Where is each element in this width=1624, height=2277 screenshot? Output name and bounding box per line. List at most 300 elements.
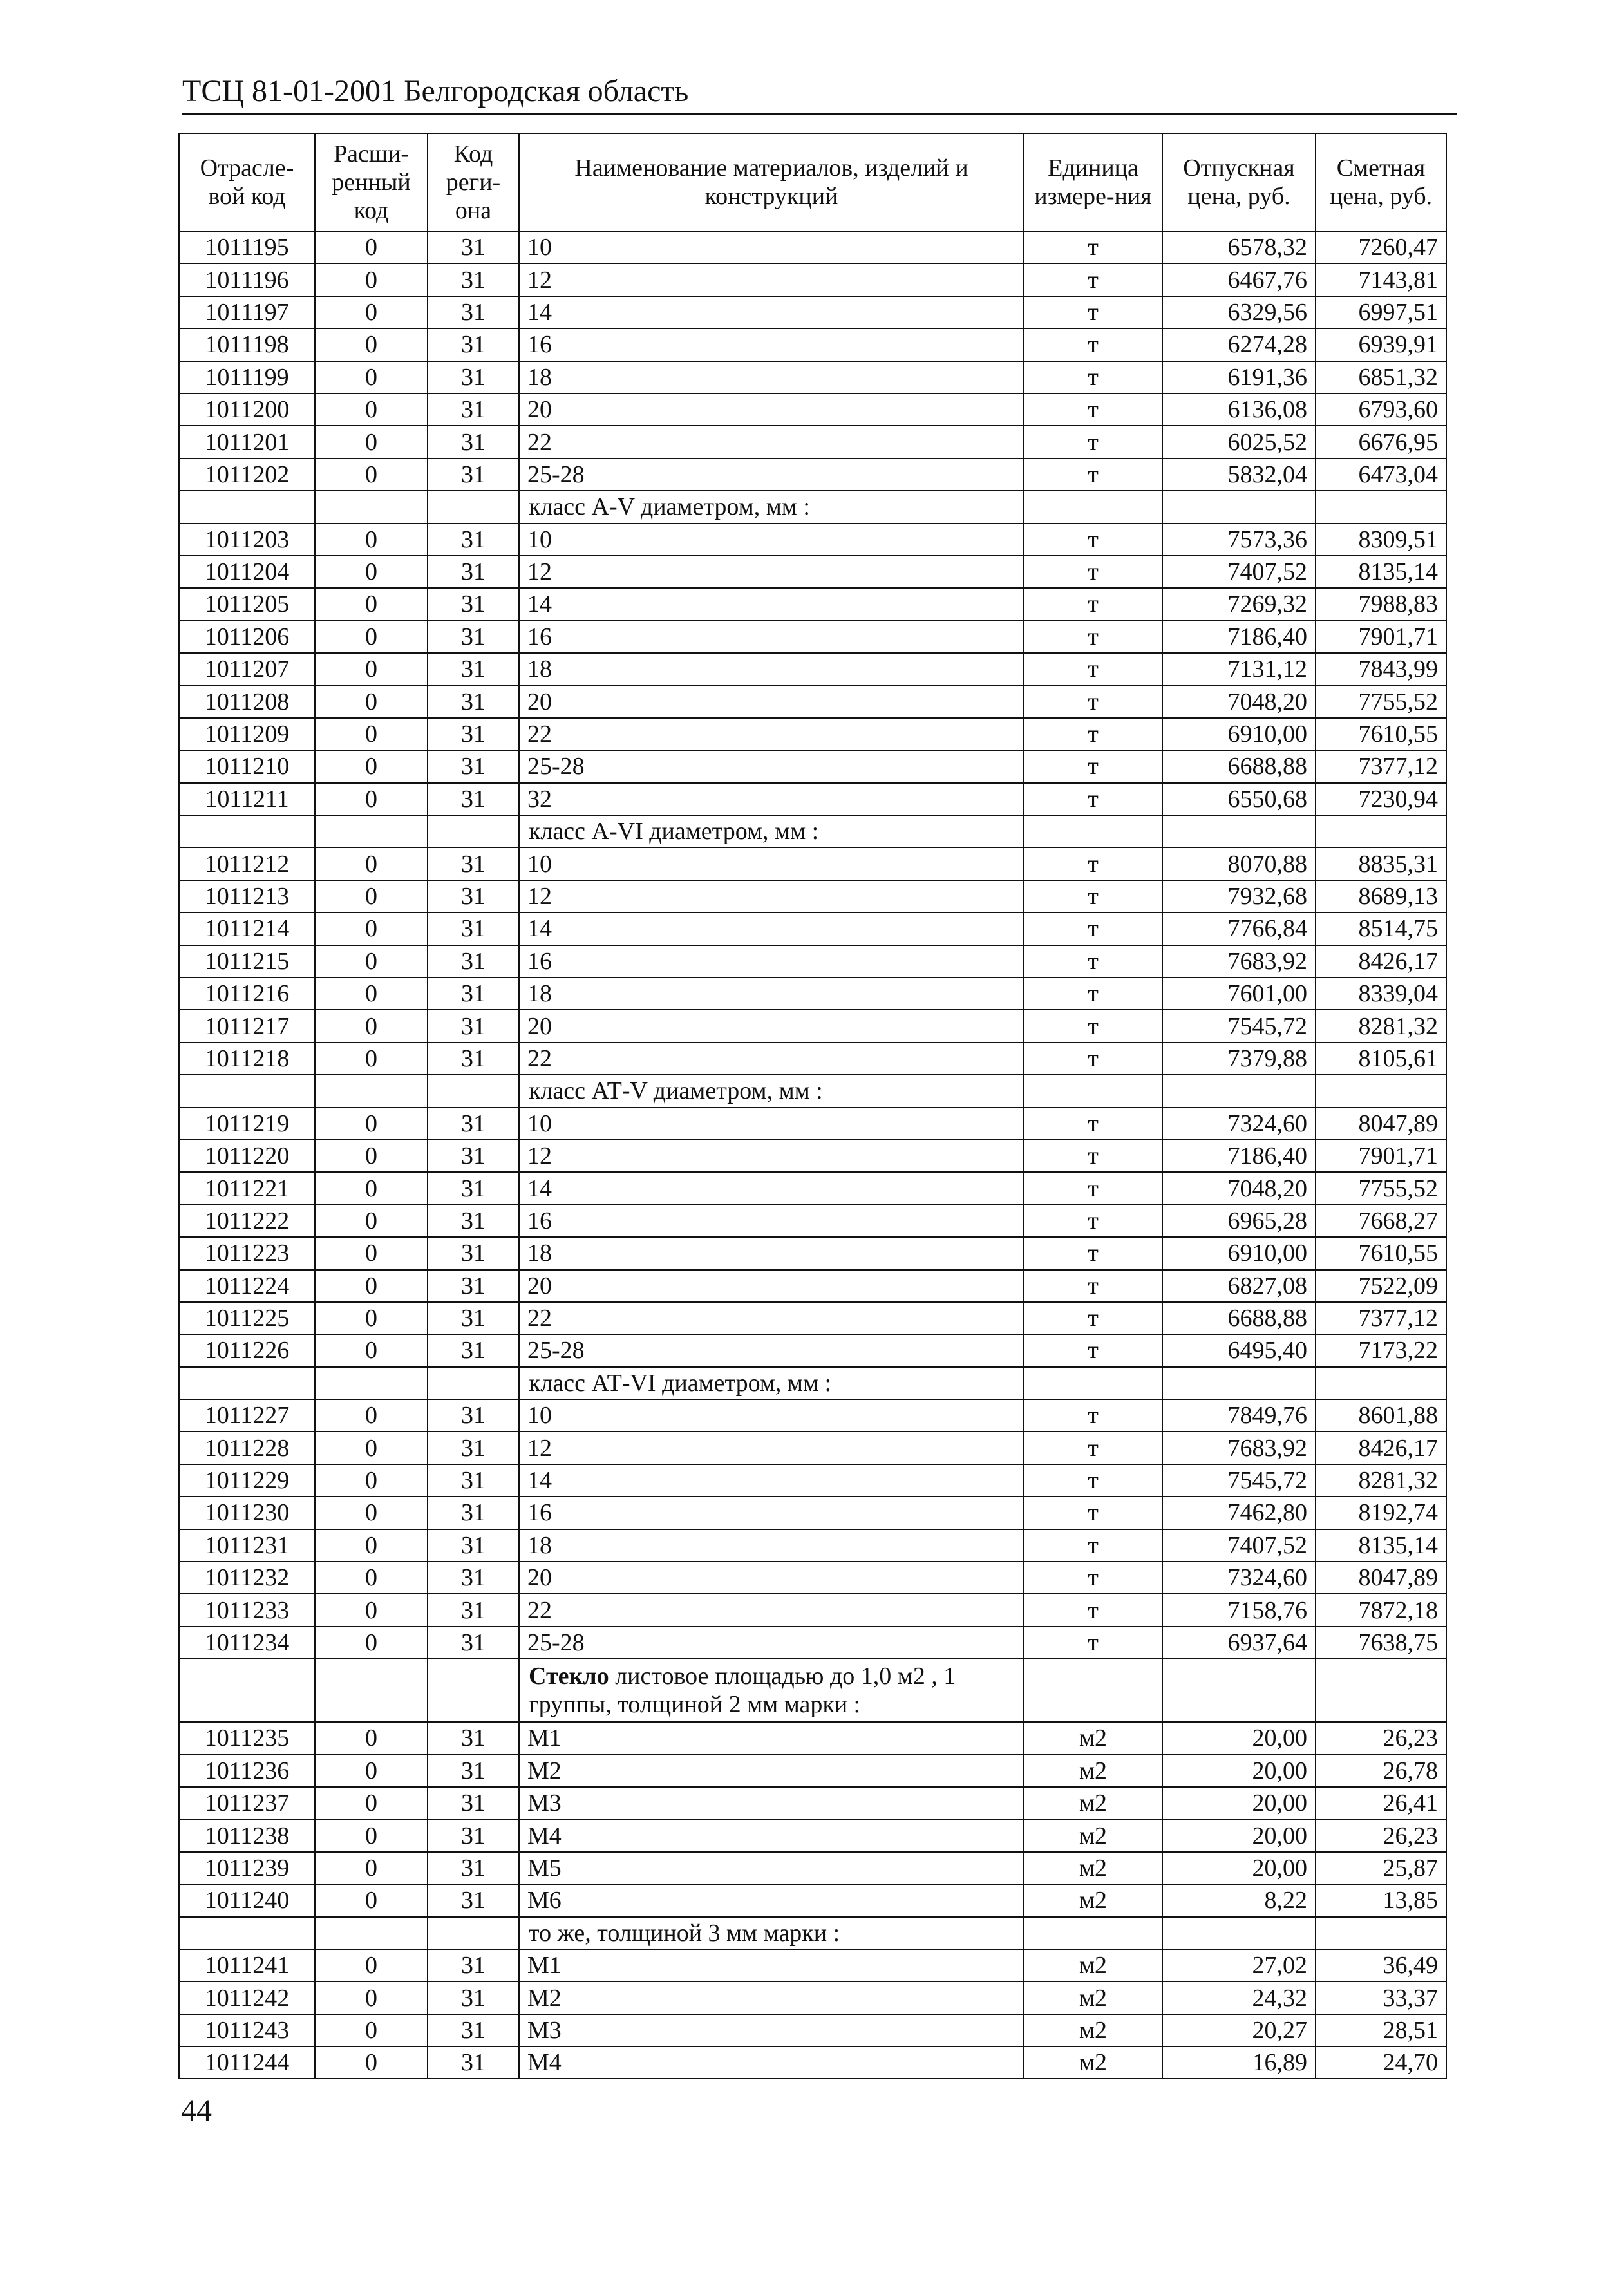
cell-region: 31: [428, 231, 519, 263]
cell-name: 20: [519, 685, 1024, 717]
cell-region: 31: [428, 718, 519, 750]
empty-cell: [1162, 491, 1316, 523]
cell-unit: м2: [1024, 2014, 1162, 2046]
cell-ext: 0: [315, 1722, 428, 1754]
cell-name: 14: [519, 1464, 1024, 1497]
cell-name: 22: [519, 1594, 1024, 1626]
cell-estimate: 8135,14: [1316, 1529, 1446, 1562]
cell-code: 1011227: [179, 1399, 315, 1431]
cell-estimate: 8426,17: [1316, 945, 1446, 978]
table-row: [179, 685, 1446, 717]
cell-region: 31: [428, 1464, 519, 1497]
cell-name: М4: [519, 1819, 1024, 1851]
cell-unit: т: [1024, 1464, 1162, 1497]
cell-code: 1011220: [179, 1140, 315, 1172]
cell-unit: м2: [1024, 2046, 1162, 2079]
cell-code: 1011202: [179, 458, 315, 491]
table-row: [179, 1237, 1446, 1269]
cell-unit: т: [1024, 1010, 1162, 1042]
cell-unit: т: [1024, 1594, 1162, 1626]
cell-price: 7048,20: [1162, 1172, 1316, 1204]
cell-estimate: 7143,81: [1316, 263, 1446, 296]
cell-code: 1011230: [179, 1497, 315, 1529]
cell-code: 1011232: [179, 1562, 315, 1594]
cell-estimate: 7988,83: [1316, 588, 1446, 620]
cell-ext: 0: [315, 1172, 428, 1204]
cell-ext: 0: [315, 458, 428, 491]
cell-name: М6: [519, 1884, 1024, 1916]
cell-code: 1011214: [179, 912, 315, 945]
cell-region: 31: [428, 1819, 519, 1851]
cell-ext: 0: [315, 750, 428, 782]
cell-ext: 0: [315, 2014, 428, 2046]
cell-region: 31: [428, 1755, 519, 1787]
col-header-code: Отрасле-вой код: [179, 133, 315, 231]
cell-region: 31: [428, 1722, 519, 1754]
cell-unit: м2: [1024, 1981, 1162, 2014]
cell-ext: 0: [315, 912, 428, 945]
cell-region: 31: [428, 556, 519, 588]
cell-region: 31: [428, 1399, 519, 1431]
cell-price: 7766,84: [1162, 912, 1316, 945]
table-row: [179, 653, 1446, 685]
cell-code: 1011223: [179, 1237, 315, 1269]
cell-unit: т: [1024, 1627, 1162, 1659]
cell-code: 1011213: [179, 880, 315, 912]
cell-ext: 0: [315, 231, 428, 263]
cell-region: 31: [428, 1529, 519, 1562]
empty-cell: [315, 491, 428, 523]
empty-cell: [315, 1075, 428, 1107]
cell-price: 7407,52: [1162, 556, 1316, 588]
cell-name: 25-28: [519, 458, 1024, 491]
cell-unit: т: [1024, 945, 1162, 978]
cell-region: 31: [428, 458, 519, 491]
cell-region: 31: [428, 1562, 519, 1594]
cell-unit: т: [1024, 1529, 1162, 1562]
cell-estimate: 7230,94: [1316, 783, 1446, 815]
cell-ext: 0: [315, 1852, 428, 1884]
cell-ext: 0: [315, 945, 428, 978]
cell-estimate: 7522,09: [1316, 1270, 1446, 1302]
empty-cell: [1162, 1659, 1316, 1722]
cell-code: 1011239: [179, 1852, 315, 1884]
cell-ext: 0: [315, 1981, 428, 2014]
cell-estimate: 7872,18: [1316, 1594, 1446, 1626]
cell-ext: 0: [315, 1140, 428, 1172]
table-row: [179, 361, 1446, 393]
table-row: [179, 524, 1446, 556]
cell-ext: 0: [315, 1270, 428, 1302]
cell-code: 1011216: [179, 978, 315, 1010]
cell-name: 10: [519, 847, 1024, 880]
cell-unit: т: [1024, 458, 1162, 491]
cell-region: 31: [428, 621, 519, 653]
cell-unit: т: [1024, 1172, 1162, 1204]
table-row: [179, 1108, 1446, 1140]
table-row: [179, 296, 1446, 328]
cell-name: 16: [519, 621, 1024, 653]
cell-price: 7407,52: [1162, 1529, 1316, 1562]
cell-price: 7048,20: [1162, 685, 1316, 717]
cell-name: 22: [519, 426, 1024, 458]
cell-unit: т: [1024, 1205, 1162, 1237]
cell-estimate: 26,78: [1316, 1755, 1446, 1787]
cell-unit: м2: [1024, 1787, 1162, 1819]
cell-ext: 0: [315, 426, 428, 458]
group-header-row: [179, 1917, 1446, 1949]
cell-region: 31: [428, 1787, 519, 1819]
cell-name: М2: [519, 1755, 1024, 1787]
empty-cell: [1162, 815, 1316, 847]
empty-cell: [179, 1917, 315, 1949]
table-row: [179, 1270, 1446, 1302]
group-title: то же, толщиной 3 мм марки :: [519, 1917, 1024, 1949]
cell-price: 6937,64: [1162, 1627, 1316, 1659]
col-header-name: Наименование материалов, изделий и конструкций: [519, 133, 1024, 231]
table-row: [179, 1010, 1446, 1042]
cell-name: 14: [519, 296, 1024, 328]
cell-code: 1011243: [179, 2014, 315, 2046]
col-header-estimate: Сметная цена, руб.: [1316, 133, 1446, 231]
cell-region: 31: [428, 1431, 519, 1464]
table-row: [179, 1497, 1446, 1529]
empty-cell: [1162, 1367, 1316, 1399]
cell-price: 7849,76: [1162, 1399, 1316, 1431]
cell-region: 31: [428, 1949, 519, 1981]
group-header-row: [179, 1367, 1446, 1399]
cell-name: 20: [519, 1270, 1024, 1302]
empty-cell: [428, 1367, 519, 1399]
cell-price: 8070,88: [1162, 847, 1316, 880]
empty-cell: [1316, 1367, 1446, 1399]
cell-price: 7131,12: [1162, 653, 1316, 685]
cell-name: 12: [519, 263, 1024, 296]
cell-ext: 0: [315, 1431, 428, 1464]
cell-estimate: 26,41: [1316, 1787, 1446, 1819]
cell-unit: т: [1024, 1237, 1162, 1269]
cell-unit: т: [1024, 1043, 1162, 1075]
cell-estimate: 7260,47: [1316, 231, 1446, 263]
table-body: [179, 231, 1446, 2079]
cell-name: 16: [519, 328, 1024, 361]
cell-estimate: 6939,91: [1316, 328, 1446, 361]
cell-unit: т: [1024, 880, 1162, 912]
cell-code: 1011241: [179, 1949, 315, 1981]
cell-price: 6827,08: [1162, 1270, 1316, 1302]
cell-unit: т: [1024, 426, 1162, 458]
cell-ext: 0: [315, 1819, 428, 1851]
cell-unit: м2: [1024, 1819, 1162, 1851]
empty-cell: [428, 1075, 519, 1107]
cell-ext: 0: [315, 1205, 428, 1237]
cell-price: 6578,32: [1162, 231, 1316, 263]
cell-ext: 0: [315, 1237, 428, 1269]
cell-ext: 0: [315, 880, 428, 912]
empty-cell: [1024, 1075, 1162, 1107]
col-header-price: Отпускная цена, руб.: [1162, 133, 1316, 231]
cell-code: 1011229: [179, 1464, 315, 1497]
cell-unit: т: [1024, 361, 1162, 393]
cell-region: 31: [428, 1172, 519, 1204]
cell-ext: 0: [315, 1755, 428, 1787]
cell-region: 31: [428, 263, 519, 296]
cell-price: 7932,68: [1162, 880, 1316, 912]
cell-code: 1011218: [179, 1043, 315, 1075]
cell-region: 31: [428, 685, 519, 717]
cell-ext: 0: [315, 263, 428, 296]
cell-price: 16,89: [1162, 2046, 1316, 2079]
cell-name: 12: [519, 1431, 1024, 1464]
cell-estimate: 24,70: [1316, 2046, 1446, 2079]
empty-cell: [179, 1659, 315, 1722]
table-row: [179, 1819, 1446, 1851]
cell-estimate: 8601,88: [1316, 1399, 1446, 1431]
cell-name: 12: [519, 556, 1024, 588]
cell-ext: 0: [315, 524, 428, 556]
col-header-region: Код реги-она: [428, 133, 519, 231]
cell-code: 1011231: [179, 1529, 315, 1562]
table-row: [179, 1302, 1446, 1334]
cell-unit: т: [1024, 1140, 1162, 1172]
cell-ext: 0: [315, 1884, 428, 1916]
group-header-row: [179, 491, 1446, 523]
cell-ext: 0: [315, 1334, 428, 1366]
cell-code: 1011240: [179, 1884, 315, 1916]
group-title: класс АТ-VI диаметром, мм :: [519, 1367, 1024, 1399]
cell-price: 7545,72: [1162, 1464, 1316, 1497]
cell-unit: м2: [1024, 1949, 1162, 1981]
cell-unit: т: [1024, 231, 1162, 263]
cell-estimate: 36,49: [1316, 1949, 1446, 1981]
cell-estimate: 33,37: [1316, 1981, 1446, 2014]
cell-estimate: 28,51: [1316, 2014, 1446, 2046]
cell-estimate: 8426,17: [1316, 1431, 1446, 1464]
cell-name: 22: [519, 718, 1024, 750]
cell-price: 7158,76: [1162, 1594, 1316, 1626]
cell-ext: 0: [315, 783, 428, 815]
cell-estimate: 8281,32: [1316, 1464, 1446, 1497]
cell-code: 1011210: [179, 750, 315, 782]
cell-ext: 0: [315, 1108, 428, 1140]
cell-name: 18: [519, 1237, 1024, 1269]
cell-code: 1011195: [179, 231, 315, 263]
cell-unit: т: [1024, 393, 1162, 426]
table-row: [179, 458, 1446, 491]
cell-ext: 0: [315, 685, 428, 717]
cell-region: 31: [428, 1010, 519, 1042]
table-row: [179, 912, 1446, 945]
cell-estimate: 7755,52: [1316, 1172, 1446, 1204]
cell-name: 10: [519, 231, 1024, 263]
cell-code: 1011225: [179, 1302, 315, 1334]
price-table: [178, 133, 1447, 2079]
group-title-rest: листовое площадью до 1,0 м2 , 1 группы, толщиной 2 мм марки :: [529, 1663, 956, 1719]
cell-estimate: 7377,12: [1316, 750, 1446, 782]
cell-price: 7683,92: [1162, 945, 1316, 978]
cell-name: 25-28: [519, 750, 1024, 782]
table-row: [179, 880, 1446, 912]
cell-region: 31: [428, 1334, 519, 1366]
cell-region: 31: [428, 750, 519, 782]
empty-cell: [179, 1367, 315, 1399]
cell-price: 6136,08: [1162, 393, 1316, 426]
cell-ext: 0: [315, 1043, 428, 1075]
group-title: класс АТ-V диаметром, мм :: [519, 1075, 1024, 1107]
cell-name: 32: [519, 783, 1024, 815]
table-row: [179, 1981, 1446, 2014]
cell-unit: т: [1024, 1270, 1162, 1302]
cell-ext: 0: [315, 296, 428, 328]
cell-price: 6191,36: [1162, 361, 1316, 393]
cell-ext: 0: [315, 328, 428, 361]
cell-price: 20,00: [1162, 1755, 1316, 1787]
cell-estimate: 8339,04: [1316, 978, 1446, 1010]
cell-region: 31: [428, 978, 519, 1010]
table-row: [179, 1140, 1446, 1172]
table-header-row: [179, 133, 1446, 231]
cell-estimate: 8514,75: [1316, 912, 1446, 945]
cell-ext: 0: [315, 1399, 428, 1431]
table-row: [179, 263, 1446, 296]
cell-estimate: 7755,52: [1316, 685, 1446, 717]
empty-cell: [1024, 815, 1162, 847]
cell-price: 6910,00: [1162, 1237, 1316, 1269]
cell-price: 6965,28: [1162, 1205, 1316, 1237]
cell-region: 31: [428, 945, 519, 978]
cell-estimate: 7377,12: [1316, 1302, 1446, 1334]
cell-price: 7601,00: [1162, 978, 1316, 1010]
cell-ext: 0: [315, 621, 428, 653]
cell-code: 1011221: [179, 1172, 315, 1204]
cell-estimate: 7901,71: [1316, 621, 1446, 653]
table-row: [179, 426, 1446, 458]
cell-code: 1011217: [179, 1010, 315, 1042]
cell-code: 1011212: [179, 847, 315, 880]
table-row: [179, 1334, 1446, 1366]
cell-region: 31: [428, 1140, 519, 1172]
empty-cell: [1162, 1075, 1316, 1107]
cell-name: 18: [519, 361, 1024, 393]
cell-unit: м2: [1024, 1755, 1162, 1787]
cell-estimate: 8192,74: [1316, 1497, 1446, 1529]
cell-ext: 0: [315, 1529, 428, 1562]
cell-estimate: 7610,55: [1316, 718, 1446, 750]
cell-code: 1011234: [179, 1627, 315, 1659]
cell-unit: т: [1024, 556, 1162, 588]
cell-name: М5: [519, 1852, 1024, 1884]
cell-price: 7324,60: [1162, 1108, 1316, 1140]
cell-code: 1011208: [179, 685, 315, 717]
group-title: класс А-VI диаметром, мм :: [519, 815, 1024, 847]
cell-ext: 0: [315, 1010, 428, 1042]
cell-name: 10: [519, 524, 1024, 556]
cell-price: 7573,36: [1162, 524, 1316, 556]
table-row: [179, 1431, 1446, 1464]
cell-price: 6025,52: [1162, 426, 1316, 458]
cell-region: 31: [428, 1981, 519, 2014]
cell-code: 1011226: [179, 1334, 315, 1366]
group-header-row: [179, 1659, 1446, 1722]
cell-estimate: 6851,32: [1316, 361, 1446, 393]
cell-ext: 0: [315, 847, 428, 880]
table-header: [179, 133, 1446, 231]
table-row: [179, 556, 1446, 588]
cell-name: 18: [519, 1529, 1024, 1562]
table-row: [179, 847, 1446, 880]
cell-region: 31: [428, 1497, 519, 1529]
cell-ext: 0: [315, 718, 428, 750]
cell-price: 27,02: [1162, 1949, 1316, 1981]
cell-name: 12: [519, 880, 1024, 912]
cell-code: 1011233: [179, 1594, 315, 1626]
cell-unit: т: [1024, 1399, 1162, 1431]
cell-estimate: 6676,95: [1316, 426, 1446, 458]
empty-cell: [1024, 1917, 1162, 1949]
cell-unit: т: [1024, 978, 1162, 1010]
cell-estimate: 7638,75: [1316, 1627, 1446, 1659]
cell-estimate: 7610,55: [1316, 1237, 1446, 1269]
cell-price: 5832,04: [1162, 458, 1316, 491]
header-rule: [182, 113, 1457, 115]
empty-cell: [315, 815, 428, 847]
cell-price: 6495,40: [1162, 1334, 1316, 1366]
cell-region: 31: [428, 1302, 519, 1334]
cell-name: 22: [519, 1302, 1024, 1334]
table-row: [179, 2014, 1446, 2046]
cell-name: М3: [519, 2014, 1024, 2046]
cell-name: 16: [519, 945, 1024, 978]
cell-unit: т: [1024, 1431, 1162, 1464]
page-header: [182, 70, 1457, 115]
cell-price: 6550,68: [1162, 783, 1316, 815]
cell-region: 31: [428, 588, 519, 620]
cell-name: М3: [519, 1787, 1024, 1819]
cell-unit: т: [1024, 1334, 1162, 1366]
cell-ext: 0: [315, 588, 428, 620]
cell-region: 31: [428, 524, 519, 556]
cell-unit: т: [1024, 1497, 1162, 1529]
cell-region: 31: [428, 1270, 519, 1302]
cell-name: 18: [519, 653, 1024, 685]
cell-price: 24,32: [1162, 1981, 1316, 2014]
cell-code: 1011209: [179, 718, 315, 750]
cell-code: 1011215: [179, 945, 315, 978]
cell-unit: т: [1024, 750, 1162, 782]
cell-region: 31: [428, 296, 519, 328]
empty-cell: [315, 1659, 428, 1722]
cell-price: 7324,60: [1162, 1562, 1316, 1594]
cell-region: 31: [428, 1237, 519, 1269]
cell-unit: т: [1024, 588, 1162, 620]
cell-estimate: 6793,60: [1316, 393, 1446, 426]
cell-unit: т: [1024, 1562, 1162, 1594]
table-row: [179, 1949, 1446, 1981]
cell-unit: т: [1024, 653, 1162, 685]
cell-price: 7683,92: [1162, 1431, 1316, 1464]
cell-name: 10: [519, 1108, 1024, 1140]
cell-name: 16: [519, 1205, 1024, 1237]
cell-ext: 0: [315, 2046, 428, 2079]
table-row: [179, 588, 1446, 620]
table-row: [179, 1627, 1446, 1659]
cell-code: 1011206: [179, 621, 315, 653]
cell-price: 6688,88: [1162, 750, 1316, 782]
cell-name: 20: [519, 1010, 1024, 1042]
cell-region: 31: [428, 912, 519, 945]
cell-unit: т: [1024, 621, 1162, 653]
group-title-bold: Стекло: [529, 1663, 609, 1690]
